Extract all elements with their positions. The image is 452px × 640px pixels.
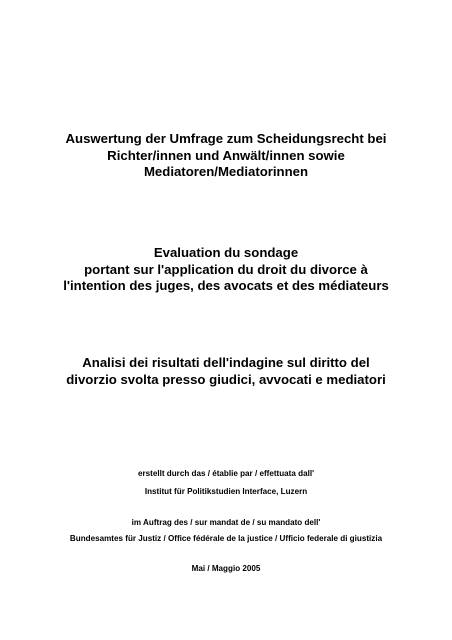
commissioned-by-label: im Auftrag des / sur mandat de / su mandato dell' bbox=[131, 518, 321, 527]
title-german-line-1: Auswertung der Umfrage zum Scheidungsrecht bei bbox=[65, 131, 387, 146]
created-by-label: erstellt durch das / établie par / effettuata dall' bbox=[138, 469, 314, 478]
title-french-line-1: Evaluation du sondage bbox=[153, 245, 299, 260]
title-italian-line-2: divorzio svolta presso giudici, avvocati e mediatori bbox=[66, 371, 386, 387]
title-french bbox=[10, 245, 442, 295]
title-italian bbox=[10, 355, 442, 388]
title-french-line-2: portant sur l'application du droit du divorce à bbox=[84, 261, 368, 277]
title-german-line-2: Richter/innen und Anwält/innen sowie bbox=[107, 147, 345, 163]
institute-name: Institut für Politikstudien Interface, Luzern bbox=[144, 487, 308, 496]
title-german bbox=[10, 131, 442, 181]
title-french-line-3: l'intention des juges, des avocats et des médiateurs bbox=[63, 278, 389, 293]
title-italian-line-1: Analisi dei risultati dell'indagine sul diritto del bbox=[82, 355, 370, 370]
office-names: Bundesamtes für Justiz / Office fédérale de la justice / Ufficio federale di giustizia bbox=[69, 534, 383, 543]
publication-date: Mai / Maggio 2005 bbox=[191, 564, 261, 573]
title-german-line-3: Mediatoren/Mediatorinnen bbox=[143, 164, 309, 179]
